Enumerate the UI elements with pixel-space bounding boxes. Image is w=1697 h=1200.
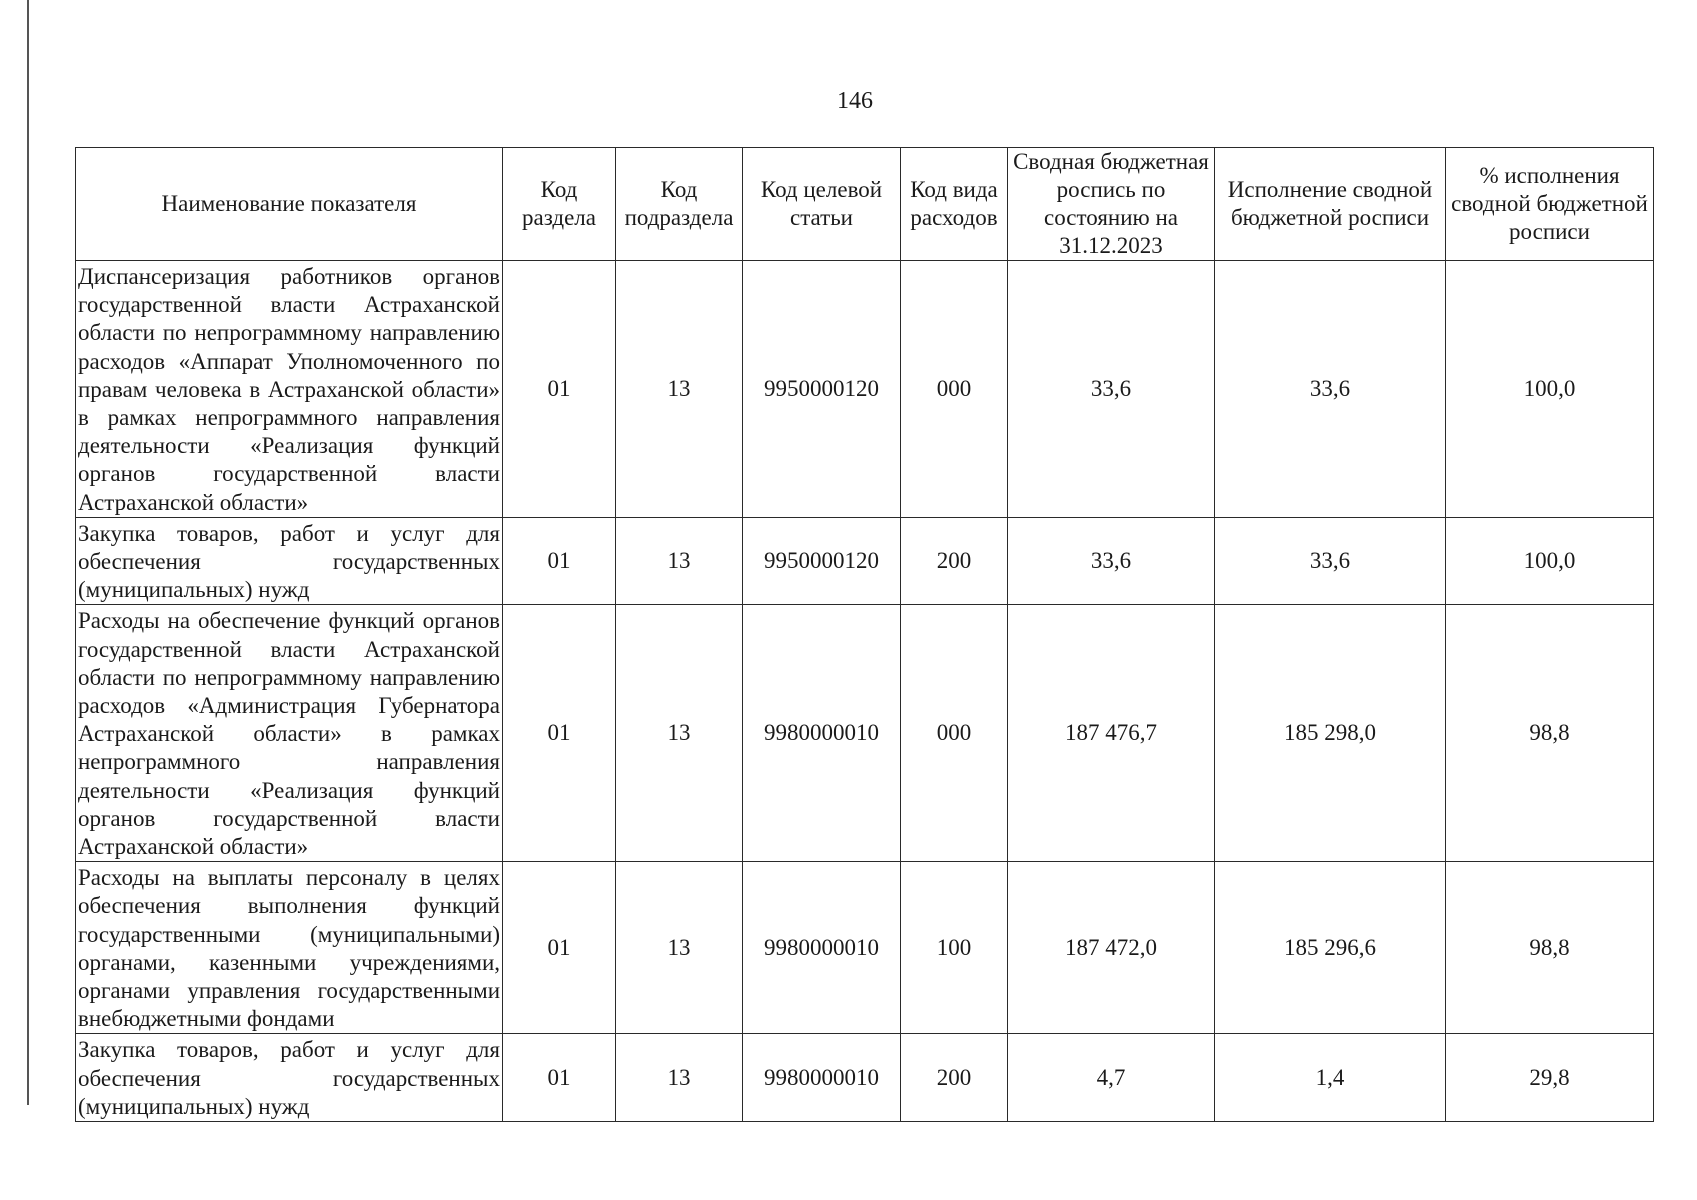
budget-execution-cell: 1,4 [1215,1034,1446,1122]
indicator-name-cell: Закупка товаров, работ и услуг для обеспечения государственных (муниципальных) нужд [76,1034,503,1122]
header-target-code: Код целевой статьи [743,148,901,261]
section-code-cell: 01 [503,261,616,518]
header-indicator-name: Наименование показателя [76,148,503,261]
execution-percent-cell: 100,0 [1446,261,1654,518]
header-section-code: Код раздела [503,148,616,261]
indicator-name-cell: Закупка товаров, работ и услуг для обеспечения государственных (муниципальных) нужд [76,517,503,605]
indicator-name-cell: Диспансеризация работников органов государственной власти Астраханской области по непрограммному направлению расходов «Аппарат Уполномоченного по правам человека в Астраханской области» в рамках непрограммного направления деятельности «Реализация функций органов государственной власти Астраханской области» [76,261,503,518]
expense-type-cell: 000 [901,261,1008,518]
execution-percent-cell: 98,8 [1446,605,1654,862]
table-row [76,1034,1654,1122]
execution-percent-cell: 29,8 [1446,1034,1654,1122]
budget-execution-cell: 33,6 [1215,517,1446,605]
subsection-code-cell: 13 [616,517,743,605]
budget-plan-cell: 33,6 [1008,261,1215,518]
subsection-code-cell: 13 [616,605,743,862]
budget-plan-cell: 187 472,0 [1008,862,1215,1034]
target-code-cell: 9950000120 [743,261,901,518]
page-number: 146 [837,88,873,114]
table-row [76,261,1654,518]
table-header-row [76,148,1654,261]
execution-percent-cell: 100,0 [1446,517,1654,605]
budget-plan-cell: 4,7 [1008,1034,1215,1122]
budget-execution-cell: 185 296,6 [1215,862,1446,1034]
section-code-cell: 01 [503,605,616,862]
header-execution-percent: % исполнения сводной бюджетной росписи [1446,148,1654,261]
budget-execution-cell: 185 298,0 [1215,605,1446,862]
header-budget-plan: Сводная бюджетная роспись по состоянию на 31.12.2023 [1008,148,1215,261]
table-row [76,605,1654,862]
header-subsection-code: Код подраздела [616,148,743,261]
execution-percent-cell: 98,8 [1446,862,1654,1034]
target-code-cell: 9980000010 [743,1034,901,1122]
section-code-cell: 01 [503,862,616,1034]
budget-execution-cell: 33,6 [1215,261,1446,518]
table-row [76,862,1654,1034]
subsection-code-cell: 13 [616,862,743,1034]
section-code-cell: 01 [503,517,616,605]
header-expense-type-code: Код вида расходов [901,148,1008,261]
budget-plan-cell: 187 476,7 [1008,605,1215,862]
budget-execution-table [75,147,1654,1122]
target-code-cell: 9950000120 [743,517,901,605]
header-budget-execution: Исполнение сводной бюджетной росписи [1215,148,1446,261]
target-code-cell: 9980000010 [743,605,901,862]
subsection-code-cell: 13 [616,261,743,518]
subsection-code-cell: 13 [616,1034,743,1122]
target-code-cell: 9980000010 [743,862,901,1034]
budget-plan-cell: 33,6 [1008,517,1215,605]
expense-type-cell: 100 [901,862,1008,1034]
section-code-cell: 01 [503,1034,616,1122]
expense-type-cell: 200 [901,1034,1008,1122]
expense-type-cell: 000 [901,605,1008,862]
binding-margin-line [27,0,29,1105]
indicator-name-cell: Расходы на обеспечение функций органов государственной власти Астраханской области по непрограммному направлению расходов «Администрация Губернатора Астраханской области» в рамках непрограммного направления деятельности «Реализация функций органов государственной власти Астраханской области» [76,605,503,862]
indicator-name-cell: Расходы на выплаты персоналу в целях обеспечения выполнения функций государственными (муниципальными) органами, казенными учреждениями, органами управления государственными внебюджетными фондами [76,862,503,1034]
table-row [76,517,1654,605]
expense-type-cell: 200 [901,517,1008,605]
